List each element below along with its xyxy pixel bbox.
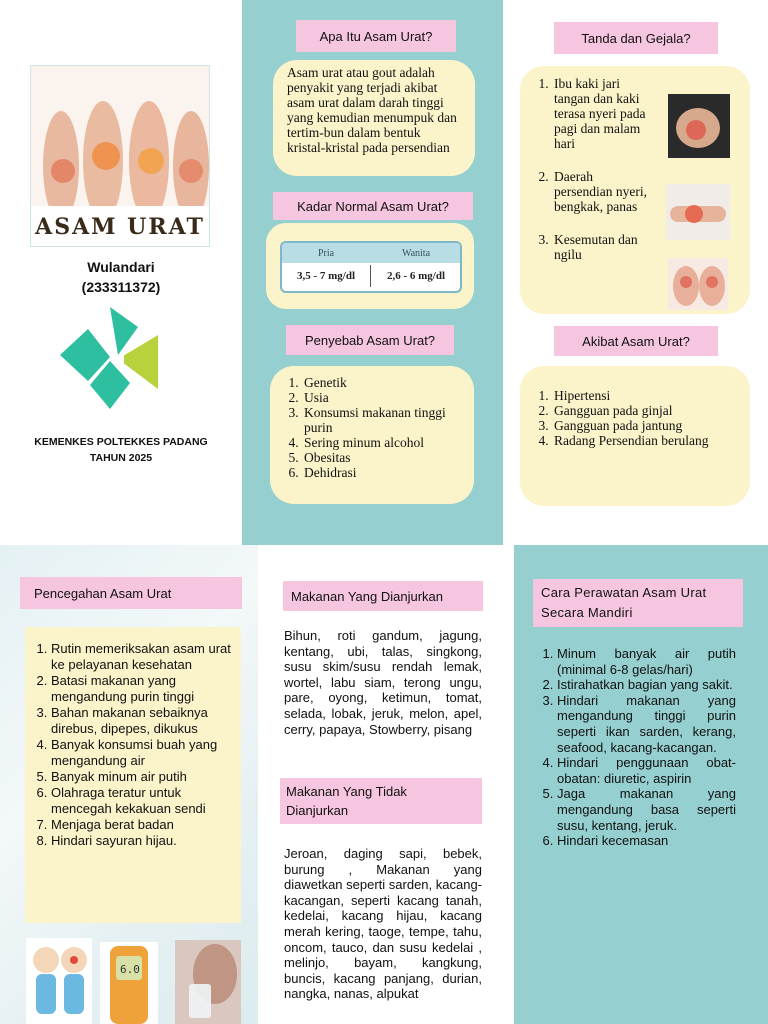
year-text: TAHUN 2025 — [89, 452, 153, 464]
list-item: 1. Rutin memeriksakan asam urat ke pelayanan kesehatan — [51, 641, 233, 673]
dianjurkan-heading: Makanan Yang Dianjurkan — [283, 581, 483, 611]
list-item: 3. Bahan makanan sebaiknya direbus, dipepes, dikukus — [51, 705, 233, 737]
swollen-hands-photo — [668, 258, 728, 310]
kadar-table — [280, 241, 462, 293]
kadar-col1-value: 3,5 - 7 mg/dl — [296, 270, 356, 282]
cover-panel — [0, 0, 242, 545]
student-id: (233311372) — [81, 279, 161, 295]
kadar-col2-header: Wanita — [401, 248, 431, 259]
tanda-heading: Tanda dan Gejala? — [554, 22, 718, 54]
list-item: 6. Dehidrasi — [302, 465, 460, 480]
perawatan-box — [540, 646, 736, 849]
kadar-heading: Kadar Normal Asam Urat? — [273, 192, 473, 220]
list-item: 4. Radang Persendian berulang — [552, 433, 736, 448]
pencegahan-box — [25, 627, 241, 923]
akibat-heading: Akibat Asam Urat? — [554, 326, 718, 356]
list-item: 1. Ibu kaki jari tangan dan kaki terasa nyeri pada pagi dan malam hari — [552, 76, 652, 151]
list-item: 4. Sering minum alcohol — [302, 435, 460, 450]
perawatan-heading: Cara Perawatan Asam Urat Secara Mandiri — [533, 579, 743, 627]
list-item: 1. Minum banyak air putih (minimal 6-8 gelas/hari) — [557, 646, 736, 677]
svg-text:6.0: 6.0 — [120, 963, 140, 976]
cartoon-image — [26, 938, 92, 1024]
kadar-col1-header: Pria — [317, 248, 335, 259]
dianjurkan-text: Bihun, roti gandum, jagung, kentang, ubi, talas, singkong, susu skim/susu rendah lemak, wortel, labu siam, terong ungu, pare, oyong, ketimun, tomat, selada, lobak, jeruk, melon, apel, cerry, papaya, Stowberry, pisang — [284, 628, 482, 737]
list-item: 2. Gangguan pada ginjal — [552, 403, 736, 418]
tidak-dianjurkan-text — [284, 846, 482, 1024]
drinking-water-image — [175, 940, 241, 1024]
list-item: 2. Usia — [302, 390, 460, 405]
penyebab-heading: Penyebab Asam Urat? — [286, 325, 454, 355]
glucose-meter-image — [100, 942, 158, 1024]
list-item: 2. Istirahatkan bagian yang sakit. — [557, 677, 736, 693]
institution-name: KEMENKES POLTEKKES PADANG — [34, 436, 208, 448]
apa-itu-box — [273, 60, 475, 176]
list-item: 3. Gangguan pada jantung — [552, 418, 736, 433]
list-item: 8. Hindari sayuran hijau. — [51, 833, 233, 849]
kadar-box — [266, 223, 474, 309]
tidak-dianjurkan-heading: Makanan Yang Tidak Dianjurkan — [280, 778, 482, 824]
akibat-box — [520, 366, 750, 506]
list-item: 5. Banyak minum air putih — [51, 769, 233, 785]
list-item: 1. Hipertensi — [552, 388, 736, 403]
list-item: 3. Kesemutan dan ngilu — [552, 232, 652, 262]
pencegahan-list — [35, 641, 233, 849]
list-item: 3. Konsumsi makanan tinggi purin — [302, 405, 460, 435]
akibat-list — [534, 388, 736, 448]
cover-image-title: ASAM URAT — [35, 214, 205, 240]
list-item: 7. Menjaga berat badan — [51, 817, 233, 833]
tidak-dianjurkan-body: Jeroan, daging sapi, bebek, burung , Makanan yang diawetkan seperti sarden, kacang-kacangan, seperti kacang tanah, kedelai, kacang hijau, kacang merah kering, taoge, tempe, tahu, oncom, tauco, dan susu kedelai , melinjo, bayam, kangkung, buncis, kacang panjang, durian, nangka, nanas, alpukat — [284, 846, 482, 1002]
kemenkes-logo — [58, 305, 162, 415]
penyebab-list — [284, 375, 460, 480]
author-name: Wulandari — [87, 259, 155, 275]
list-item: 2. Batasi makanan yang mengandung purin tinggi — [51, 673, 233, 705]
penyebab-box — [270, 366, 474, 504]
list-item: 2. Daerah persendian nyeri, bengkak, panas — [552, 169, 652, 214]
list-item: 6. Olahraga teratur untuk mencegah kekakuan sendi — [51, 785, 233, 817]
tanda-list — [534, 76, 652, 262]
apa-itu-heading: Apa Itu Asam Urat? — [296, 20, 456, 52]
list-item: 3. Hindari makanan yang mengandung tinggi purin seperti ikan sarden, kerang, seafood, kacang-kacangan. — [557, 693, 736, 755]
apa-itu-text: Asam urat atau gout adalah penyakit yang terjadi akibat asam urat dalam darah tinggi yang kemudian menumpuk dan tertim-bun dalam bentuk kristal-kristal pada persendian — [287, 65, 457, 155]
wrist-pain-photo — [666, 184, 730, 240]
list-item: 5. Jaga makanan yang mengandung basa seperti susu, kentang, jeruk. — [557, 786, 736, 833]
list-item: 1. Genetik — [302, 375, 460, 390]
list-item: 6. Hindari kecemasan — [557, 833, 736, 849]
list-item: 5. Obesitas — [302, 450, 460, 465]
perawatan-list — [540, 646, 736, 849]
cover-image — [30, 65, 210, 247]
hand-pain-photo — [668, 94, 730, 158]
kadar-col2-value: 2,6 - 6 mg/dl — [386, 270, 446, 282]
list-item: 4. Banyak konsumsi buah yang mengandung air — [51, 737, 233, 769]
pencegahan-heading: Pencegahan Asam Urat — [20, 577, 242, 609]
list-item: 4. Hindari penggunaan obat-obatan: diuretic, aspirin — [557, 755, 736, 786]
